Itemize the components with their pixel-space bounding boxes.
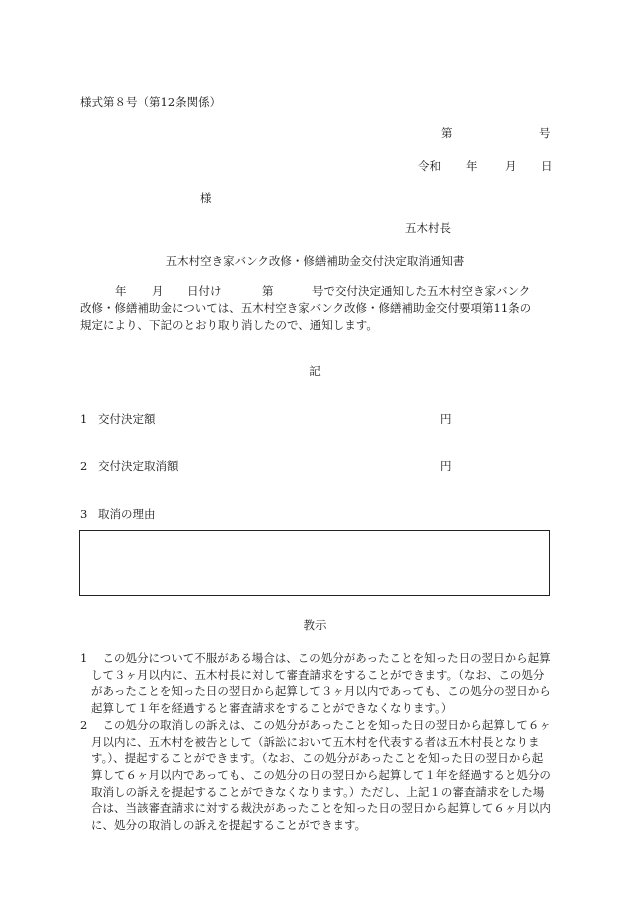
item-1-number: 1 bbox=[80, 412, 88, 426]
item-2-number: 2 bbox=[80, 459, 88, 473]
instruction-list bbox=[80, 650, 552, 834]
sender-name: 五木村長 bbox=[405, 221, 451, 235]
instruction-title: 教示 bbox=[303, 618, 327, 632]
body-no-prefix: 第 bbox=[262, 284, 274, 298]
reason-input-box[interactable] bbox=[79, 530, 550, 596]
doc-number-suffix: 号 bbox=[539, 126, 551, 140]
body-line3: 規定により、下記のとおり取り消したので、通知します。 bbox=[80, 318, 378, 332]
date-day: 日 bbox=[541, 159, 553, 173]
instruction-item-number: 2 bbox=[80, 717, 88, 732]
date-year: 年 bbox=[466, 159, 478, 173]
item-1-label: 交付決定額 bbox=[98, 412, 156, 426]
item-1-unit: 円 bbox=[440, 412, 452, 426]
body-line1-rest: 号で交付決定通知した五木村空き家バンク bbox=[312, 284, 531, 298]
doc-number-prefix: 第 bbox=[441, 126, 453, 140]
body-date-day: 日付け bbox=[187, 284, 222, 298]
item-3-label: 取消の理由 bbox=[98, 507, 156, 521]
item-2-label: 交付決定取消額 bbox=[98, 459, 179, 473]
instruction-item bbox=[80, 650, 552, 717]
body-line2: 改修・修繕補助金については、五木村空き家バンク改修・修繕補助金交付要項第11条の bbox=[80, 301, 532, 315]
item-2-unit: 円 bbox=[440, 459, 452, 473]
date-era: 令和 bbox=[418, 159, 441, 173]
document-title: 五木村空き家バンク改修・修繕補助金交付決定取消通知書 bbox=[165, 254, 465, 268]
addressee-honorific: 様 bbox=[200, 191, 212, 205]
instruction-item-text: この処分の取消しの訴えは、この処分があったことを知った日の翌日から起算して６ヶ月以内に、五木村を被告として（訴訟において五木村を代表する者は五木村長となります。）、提起することができます。（なお、この処分があったことを知った日の翌日から起算して６ヶ月以内であっても、この処分の日の翌日から起算して１年を経過すると処分の取消しの訴えを提起することができなくなります。）ただし、上記１の審査請求をした場合は、当該審査請求に対する裁決があったことを知った日の翌日から起算して６ヶ月以内に、処分の取消しの訴えを提起することができます。 bbox=[91, 717, 551, 833]
form-number: 様式第８号（第12条関係） bbox=[80, 95, 222, 109]
instruction-item-text: この処分について不服がある場合は、この処分があったことを知った日の翌日から起算して３ヶ月以内に、五木村長に対して審査請求をすることができます。（なお、この処分があったことを知った日の翌日から起算して３ヶ月以内であっても、この処分の翌日から起算して１年を経過すると審査請求をすることができなくなります。） bbox=[91, 651, 551, 716]
body-date-month: 月 bbox=[152, 284, 164, 298]
instruction-item bbox=[80, 717, 552, 834]
instruction-item-number: 1 bbox=[80, 651, 88, 665]
ki-heading: 記 bbox=[309, 364, 321, 378]
item-3-number: 3 bbox=[80, 507, 88, 521]
date-month: 月 bbox=[505, 159, 517, 173]
body-date-year: 年 bbox=[115, 284, 127, 298]
